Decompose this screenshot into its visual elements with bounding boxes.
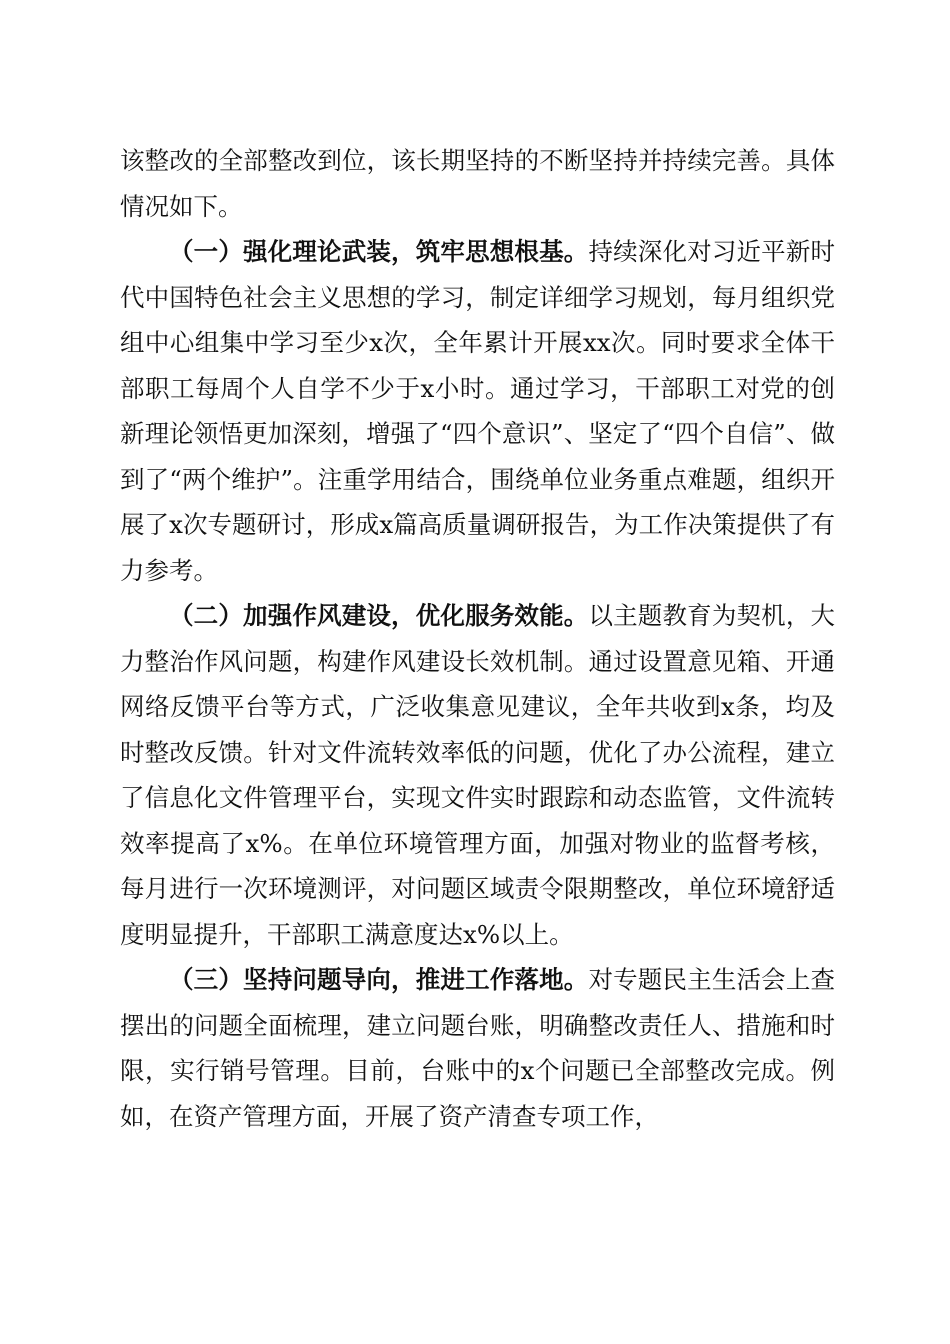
paragraph-continuation: [120, 138, 835, 229]
section-heading: （三）坚持问题导向，推进工作落地。: [169, 965, 589, 994]
paragraph-body: 对专题民主生活会上查摆出的问题全面梳理，建立问题台账，明确整改责任人、措施和时限，实行销号管理。目前，台账中的x个问题已全部整改完成。例如，在资产管理方面，开展了资产清查专项工作，: [120, 965, 836, 1131]
paragraph-body: 以主题教育为契机，大力整治作风问题，构建作风建设长效机制。通过设置意见箱、开通网络反馈平台等方式，广泛收集意见建议，全年共收到x条，均及时整改反馈。针对文件流转效率低的问题，优化了办公流程，建立了信息化文件管理平台，实现文件实时跟踪和动态监管，文件流转效率提高了x%。在单位环境管理方面，加强对物业的监督考核，每月进行一次环境测评，对问题区域责令限期整改，单位环境舒适度明显提升，干部职工满意度达x%以上。: [120, 601, 836, 949]
paragraph-section-2: [120, 593, 835, 957]
paragraph-section-3: [120, 957, 835, 1139]
document-body: [120, 138, 835, 1139]
paragraph-body: 持续深化对习近平新时代中国特色社会主义思想的学习，制定详细学习规划，每月组织党组中心组集中学习至少x次，全年累计开展xx次。同时要求全体干部职工每周个人自学不少于x小时。通过学习，干部职工对党的创新理论领悟更加深刻，增强了“四个意识”、坚定了“四个自信”、做到了“两个维护”。注重学用结合，围绕单位业务重点难题，组织开展了x次专题研讨，形成x篇高质量调研报告，为工作决策提供了有力参考。: [120, 237, 836, 585]
paragraph-body: 该整改的全部整改到位，该长期坚持的不断坚持并持续完善。具体情况如下。: [120, 146, 835, 221]
section-heading: （一）强化理论武装，筑牢思想根基。: [169, 237, 589, 266]
section-heading: （二）加强作风建设，优化服务效能。: [169, 601, 589, 630]
paragraph-section-1: [120, 229, 835, 593]
